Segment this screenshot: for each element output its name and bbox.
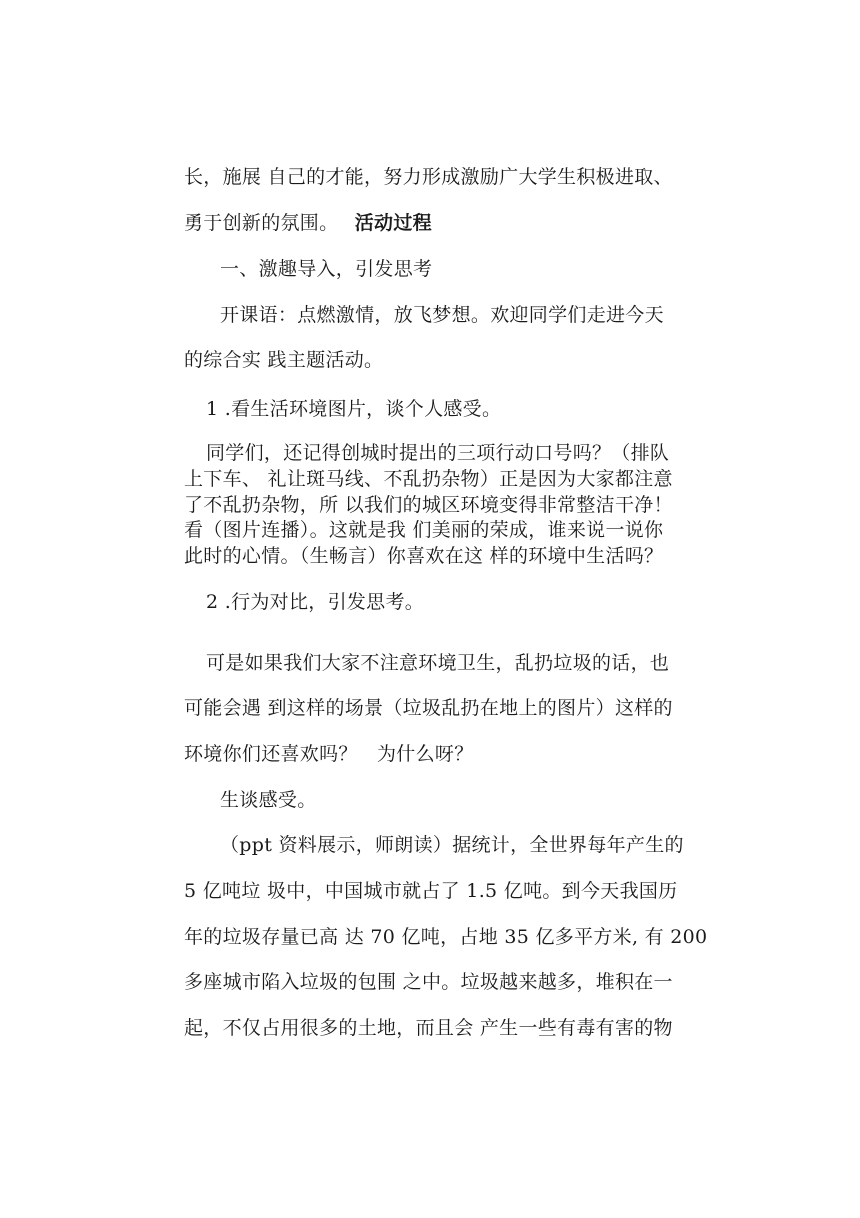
- text-line: 可是如果我们大家不注意环境卫生，乱扔垃圾的话，也: [206, 652, 670, 674]
- text-line: 的综合实 践主题活动。: [184, 349, 384, 371]
- text-line: 长，施展 自己的才能，努力形成激励广大学生积极进取、: [184, 166, 673, 188]
- text-line: 看（图片连播）。这就是我 们美丽的荣成，谁来说一说你: [184, 519, 664, 541]
- text-line: 了不乱扔杂物，所 以我们的城区环境变得非常整洁干净！: [184, 494, 673, 516]
- heading-level-1: 一、激趣导入，引发思考: [220, 258, 433, 280]
- text-line: 可能会遇 到这样的场景（垃圾乱扔在地上的图片）这样的: [184, 697, 673, 719]
- step-heading: 1 .看生活环境图片，谈个人感受。: [206, 398, 502, 420]
- text-line: （ppt 资料展示，师朗读）据统计，全世界每年产生的: [220, 834, 684, 856]
- text-line: 环境你们还喜欢吗？ 为什么呀？: [184, 743, 474, 765]
- step-heading: 2 .行为对比，引发思考。: [206, 591, 425, 613]
- text-line: 多座城市陷入垃圾的包围 之中。垃圾越来越多，堆积在一: [184, 971, 673, 993]
- text-fragment: 勇于创新的氛围。: [184, 212, 339, 234]
- section-heading: 活动过程: [354, 212, 432, 234]
- text-line: 开课语：点燃激情，放飞梦想。欢迎同学们走进今天: [220, 304, 664, 326]
- text-line: 上下车、 礼让斑马线、不乱扔杂物）正是因为大家都注意: [184, 468, 673, 490]
- text-line: 同学们，还记得创城时提出的三项行动口号吗？（排队: [206, 442, 670, 464]
- text-line: 生谈感受。: [220, 789, 317, 811]
- text-line: 5 亿吨垃 圾中，中国城市就占了 1.5 亿吨。到今天我国历: [184, 880, 678, 902]
- text-line: [184, 210, 684, 236]
- text-line: 年的垃圾存量已高 达 70 亿吨，占地 35 亿多平方米, 有 200: [184, 926, 708, 948]
- text-line: 起，不仅占用很多的土地，而且会 产生一些有毒有害的物: [184, 1017, 673, 1039]
- text-line: 此时的心情。（生畅言）你喜欢在这 样的环境中生活吗？: [184, 545, 664, 567]
